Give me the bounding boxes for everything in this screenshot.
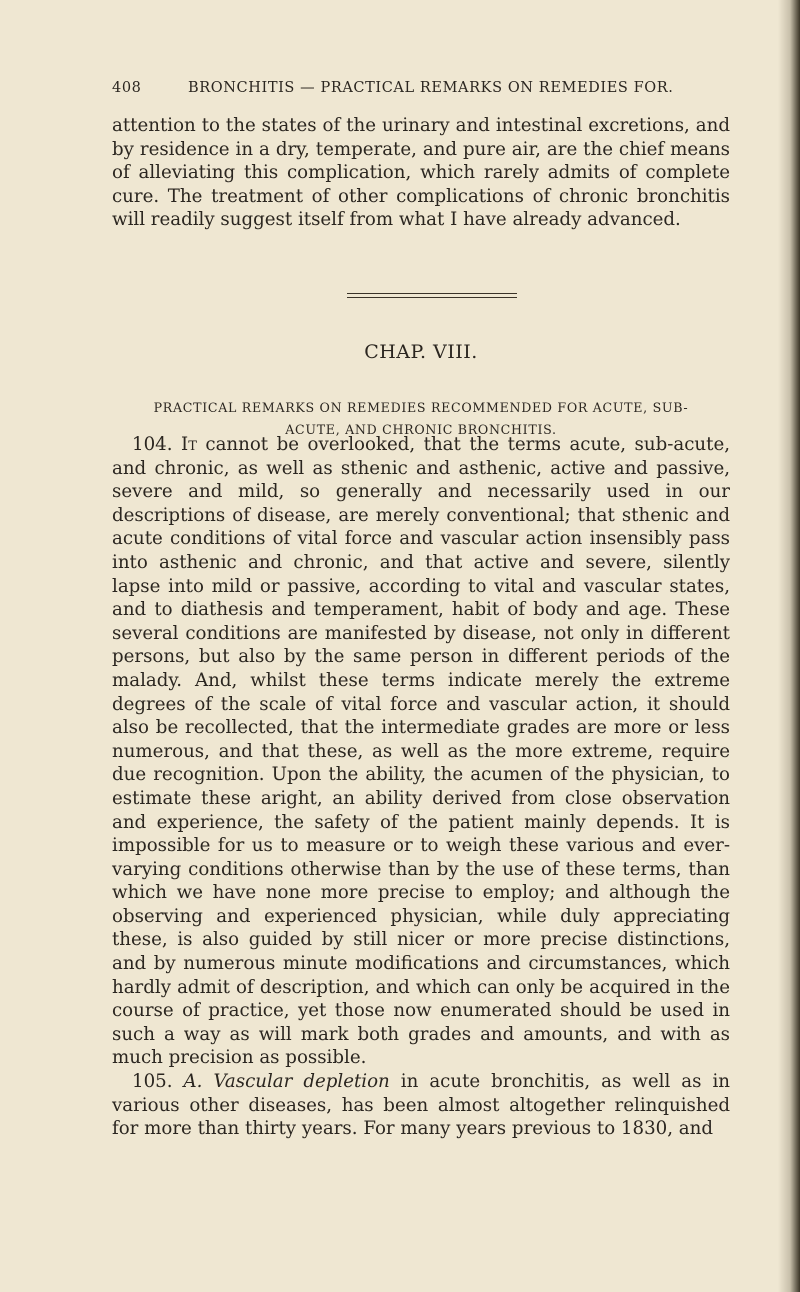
chapter-subtitle-line-2: ACUTE, AND CHRONIC BRONCHITIS. (285, 422, 557, 437)
section-105-letter: A. (183, 1071, 203, 1093)
section-105-text: in acute bronchitis, as well as in various other diseases, has been almost altogether relinquished for more than thirty years. For many years previous to 1830, and (112, 1071, 730, 1140)
running-head-title: BRONCHITIS — PRACTICAL REMARKS ON REMEDIES FOR. (188, 80, 674, 96)
section-105-heading: Vascular depletion (213, 1071, 390, 1093)
chapter-rule-top (347, 293, 517, 294)
chapter-title: CHAP. VIII. (364, 341, 478, 363)
chapter-rule-bottom (347, 297, 517, 298)
paragraph-104 (112, 433, 730, 1070)
continued-paragraph (112, 114, 730, 232)
section-104-lead-word: It (181, 434, 197, 455)
section-104-text: cannot be overlooked, that the terms acute, sub-acute, and chronic, as well as sthenic and asthenic, active and passive, severe and mild, so generally and necessarily used in our descriptions of disease, are merely conventional; that sthenic and acute conditions of vital force and vascular action insensibly pass into asthenic and chronic, and that active and severe, silently lapse into mild or passive, according to vital and vascular states, and to diathesis and temperament, habit of body and age. These several conditions are manifested by disease, not only in different persons, but also by the same person in different periods of the malady. And, whilst these terms indicate merely the extreme degrees of the scale of vital force and vascular action, it should also be recollected, that the intermediate grades are more or less numerous, and that these, as well as the more extreme, require due recognition. Upon the ability, the acumen of the physician, to estimate these aright, an ability derived from close observation and experience, the safety of the patient mainly depends. It is impossible for us to measure or to weigh these various and ever-varying conditions otherwise than by the use of these terms, than which we have none more precise to employ; and although the observing and experienced physician, while duly appreciating these, is also guided by still nicer or more precise distinctions, and by numerous minute modifications and circumstances, which hardly admit of description, and which can only be acquired in the course of practice, yet those now enumerated should be used in such a way as will mark both grades and amounts, and with as much precision as possible. (112, 434, 730, 1069)
paragraph-105 (112, 1070, 730, 1141)
main-body (112, 433, 730, 1141)
running-head (112, 80, 732, 96)
chapter-subtitle-line-1: PRACTICAL REMARKS ON REMEDIES RECOMMENDED FOR ACUTE, SUB- (153, 400, 689, 415)
section-number-104: 104. (132, 434, 173, 455)
continued-paragraph-text: attention to the states of the urinary and intestinal excretions, and by residence in a dry, temperate, and pure air, are the chief means of alleviating this complication, which rarely admits of complete cure. The treatment of other complications of chronic bronchitis will readily suggest itself from what I have already advanced. (112, 115, 730, 231)
page-edge-shadow (778, 0, 800, 1292)
page-number: 408 (112, 80, 142, 96)
section-number-105: 105. (132, 1071, 173, 1093)
